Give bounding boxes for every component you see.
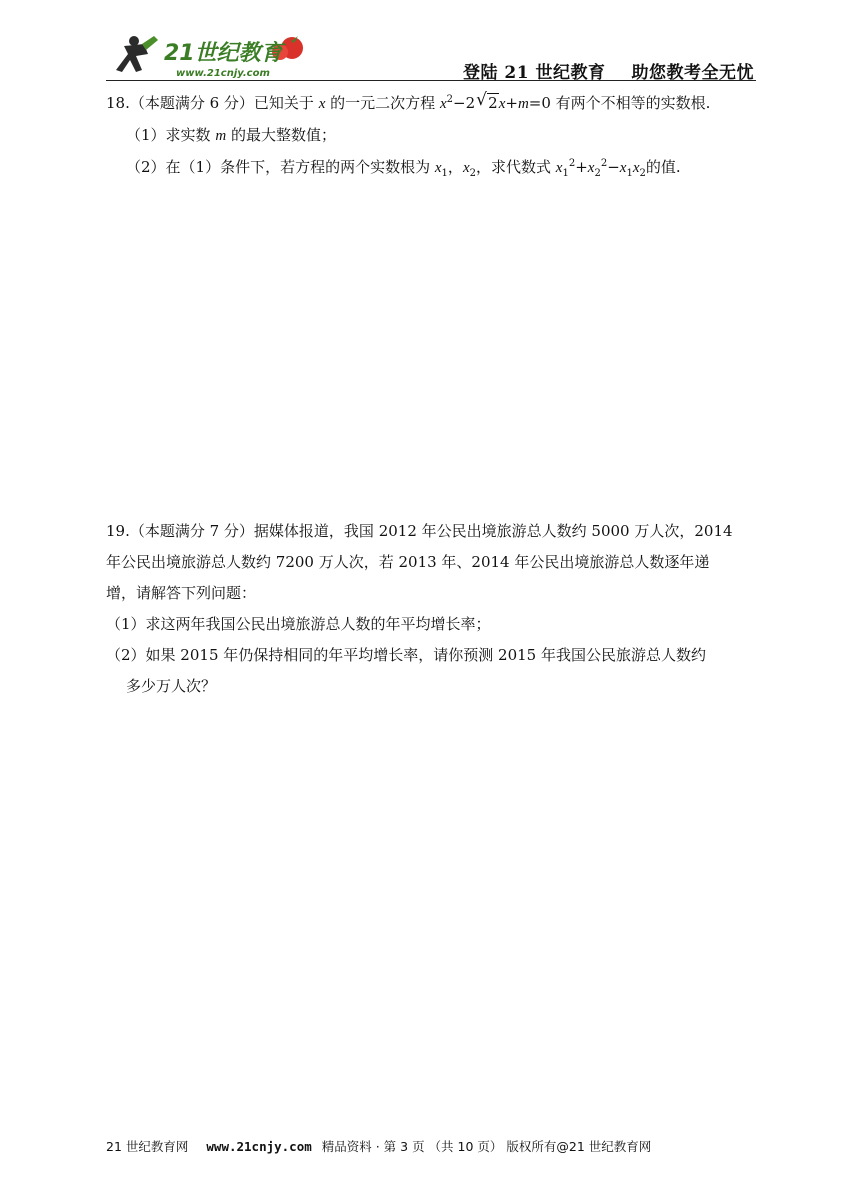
- expression: $x_1^2+x_2^2-x_1x_2$: [555, 158, 646, 179]
- q18-part2-end: 求代数式: [491, 158, 552, 176]
- q19-part2-cont: 多少万人次？: [126, 677, 217, 695]
- page-header: [106, 30, 756, 82]
- q18-stem: [106, 88, 758, 120]
- q18-value-end: 的值.: [645, 158, 681, 176]
- var-x: x: [318, 96, 326, 112]
- q18-part2: （2）在（1）条件下，若方程的两个实数根为 $x_1$，$x_2$，求代数式 $x_1^2+x_2^2-x_1x_2$的值.: [126, 158, 681, 179]
- question-19: [106, 516, 758, 702]
- tagline-left: 登陆 21 世纪教育: [463, 63, 606, 83]
- running-figure-icon: [116, 36, 158, 72]
- footer-page-info: 精品资料 · 第 3 页 （共 10 页） 版权所有@21 世纪教育网: [321, 1139, 652, 1154]
- q18-part1-end: 的最大整数值；: [230, 126, 336, 144]
- q18-intro: 18.（本题满分 6 分）已知关于: [106, 94, 314, 112]
- q18-part1: [106, 120, 758, 152]
- q19-part1: （1）求这两年我国公民出境旅游总人数的年平均增长率；: [106, 615, 491, 633]
- tagline-right: 助您教考全无忧: [631, 63, 754, 83]
- logo: [114, 32, 314, 80]
- q18-mid: 的一元二次方程: [330, 94, 436, 112]
- page-footer: [106, 1137, 651, 1155]
- header-divider: [106, 80, 756, 81]
- logo-url: www.21cnjy.com: [176, 68, 270, 79]
- q19-line2: 年公民出境旅游总人数约 7200 万人次，若 2013 年、2014 年公民出境旅游总人数逐年递: [106, 553, 710, 571]
- q19-line1: 19.（本题满分 7 分）据媒体报道，我国 2012 年公民出境旅游总人数约 5000 万人次，2014: [106, 522, 733, 540]
- logo-text: 21世纪教育: [164, 41, 283, 66]
- footer-site-name: 21 世纪教育网: [106, 1139, 189, 1154]
- q18-eq-end: =0 有两个不相等的实数根.: [528, 94, 711, 112]
- var-m: m: [215, 128, 227, 144]
- question-18: [106, 88, 758, 184]
- q19-part2: （2）如果 2015 年仍保持相同的年平均增长率，请你预测 2015 年我国公民旅游总人数约: [106, 646, 706, 664]
- q18-part1-text: （1）求实数: [126, 126, 211, 144]
- footer-url: www.21cnjy.com: [206, 1139, 312, 1154]
- q18-part2-text: （2）在（1）条件下，若方程的两个实数根为: [126, 158, 431, 176]
- equation: $x^2-2√$ 2x+m: [440, 94, 529, 112]
- q19-line3: 增，请解答下列问题：: [106, 584, 257, 602]
